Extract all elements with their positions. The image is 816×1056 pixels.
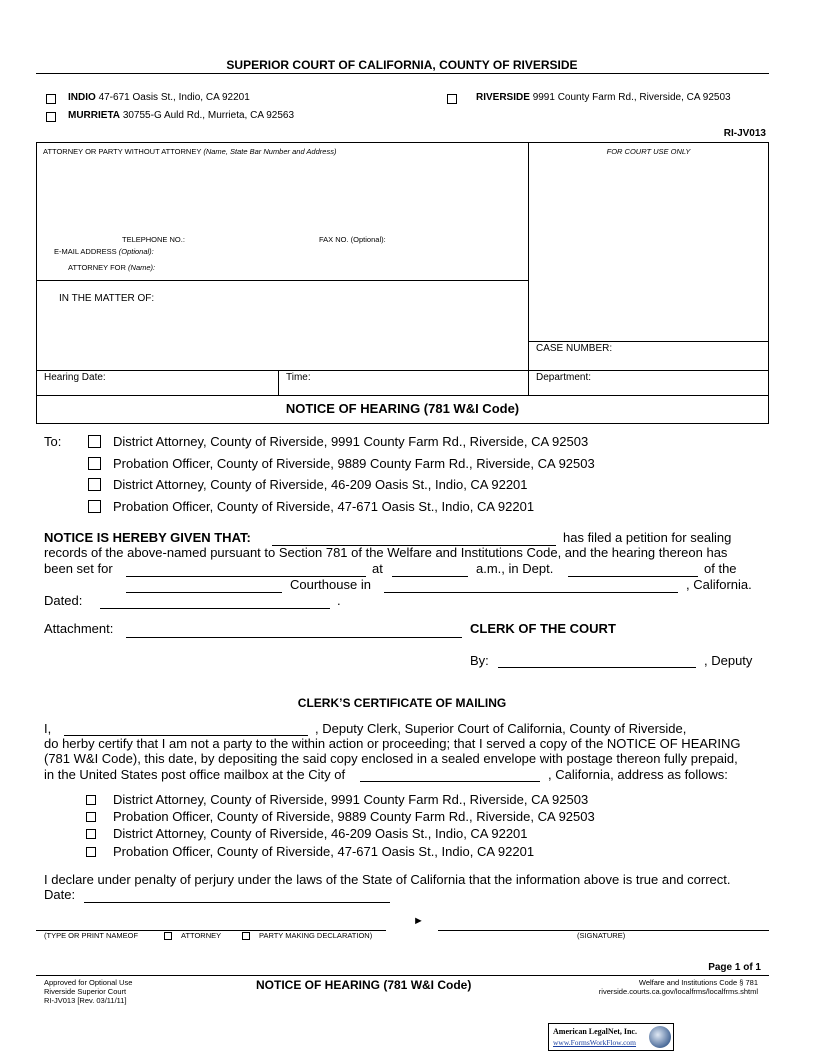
dated-label: Dated:	[44, 593, 83, 608]
footer-url: riverside.courts.ca.gov/localfrms/localfrms.shtml	[598, 987, 758, 996]
cert-line-2: do herby certify that I am not a party to the within action or proceeding; that I served a copy of the NOTICE OF HEARING	[44, 736, 741, 751]
to-checkbox-2[interactable]	[88, 457, 101, 470]
cert-recipient-4: Probation Officer, County of Riverside, 47-671 Oasis St., Indio, CA 92201	[113, 844, 535, 859]
cert-checkbox-2[interactable]	[86, 812, 96, 822]
footer-approved: Approved for Optional Use	[44, 978, 133, 987]
cert-i-label: I,	[44, 721, 52, 736]
notice-line-2: records of the above-named pursuant to Section 781 of the Welfare and Institutions Code, and the hearing thereon has	[44, 545, 728, 560]
footer-form-rev: RI-JV013 [Rev. 03/11/11]	[44, 996, 127, 1005]
cert-recipient-1: District Attorney, County of Riverside, 9991 County Farm Rd., Riverside, CA 92503	[113, 792, 589, 807]
to-label: To:	[44, 434, 62, 449]
case-number-label: CASE NUMBER:	[536, 343, 613, 354]
attorney-option-label: ATTORNEY	[181, 931, 222, 940]
type-print-label: (TYPE OR PRINT NAMEOF	[44, 931, 139, 940]
fax-label: FAX NO. (Optional):	[319, 235, 386, 244]
cert-recipient-3: District Attorney, County of Riverside, 46-209 Oasis St., Indio, CA 92201	[113, 826, 528, 841]
deputy-blank[interactable]	[498, 667, 696, 668]
footer-left	[44, 978, 132, 1005]
indio-location: INDIO 47-671 Oasis St., Indio, CA 92201	[68, 92, 250, 103]
globe-icon	[649, 1026, 671, 1048]
hearing-date-label: Hearing Date:	[44, 372, 106, 383]
form-title: NOTICE OF HEARING (781 W&I Code)	[285, 401, 520, 416]
been-set-for-label: been set for	[44, 561, 113, 576]
clerk-of-court: CLERK OF THE COURT	[470, 621, 616, 636]
logo-name: American LegalNet, Inc.	[553, 1027, 637, 1036]
footer-court: Riverside Superior Court	[44, 987, 127, 996]
murrieta-location: MURRIETA 30755-G Auld Rd., Murrieta, CA 92563	[68, 110, 295, 121]
to-recipient-3: District Attorney, County of Riverside, 46-209 Oasis St., Indio, CA 92201	[113, 477, 528, 492]
hearing-row-top	[36, 370, 769, 371]
cert-line-4: in the United States post office mailbox at the City of	[44, 767, 346, 782]
attorney-checkbox[interactable]	[164, 932, 172, 940]
mailing-city-blank[interactable]	[360, 781, 540, 782]
courthouse-in-label: Courthouse in	[290, 577, 371, 592]
declaration: I declare under penalty of perjury under the laws of the State of California that the information above is true and correct.	[44, 872, 731, 887]
legalnet-logo[interactable]	[548, 1023, 674, 1051]
time-label: Time:	[286, 372, 311, 383]
courthouse-blank[interactable]	[126, 592, 282, 593]
city-blank[interactable]	[384, 592, 678, 593]
caption-box	[36, 142, 769, 424]
header-rule	[36, 73, 769, 74]
matter-label: IN THE MATTER OF:	[59, 293, 155, 304]
footer-right	[560, 978, 758, 996]
attorney-for-label: ATTORNEY FOR (Name):	[68, 263, 156, 272]
to-recipient-2: Probation Officer, County of Riverside, 9889 County Farm Rd., Riverside, CA 92503	[113, 456, 595, 471]
dated-blank[interactable]	[100, 608, 330, 609]
certificate-title: CLERK’S CERTIFICATE OF MAILING	[297, 696, 507, 710]
am-dept-label: a.m., in Dept.	[476, 561, 554, 576]
cert-recipient-2: Probation Officer, County of Riverside, 9889 County Farm Rd., Riverside, CA 92503	[113, 809, 595, 824]
of-the-label: of the	[704, 561, 737, 576]
notice-after-blank: has filed a petition for sealing	[563, 530, 732, 545]
riverside-checkbox[interactable]	[447, 94, 457, 104]
court-title: SUPERIOR COURT OF CALIFORNIA, COUNTY OF RIVERSIDE	[226, 58, 578, 72]
by-label: By:	[470, 653, 489, 668]
form-number: RI-JV013	[723, 128, 766, 139]
department-label: Department:	[536, 372, 592, 383]
hearing-time-blank[interactable]	[392, 576, 468, 577]
party-checkbox[interactable]	[242, 932, 250, 940]
logo-url[interactable]: www.FormsWorkFlow.com	[553, 1038, 637, 1047]
arrow-icon: ►	[413, 915, 424, 927]
california-label: , California.	[686, 577, 752, 592]
email-label: E-MAIL ADDRESS (Optional):	[54, 247, 154, 256]
party-option-label: PARTY MAKING DECLARATION)	[259, 931, 373, 940]
cert-checkbox-4[interactable]	[86, 847, 96, 857]
to-checkbox-1[interactable]	[88, 435, 101, 448]
cert-date-label: Date:	[44, 887, 76, 902]
cert-line-3: (781 W&I Code), this date, by depositing the said copy enclosed in a sealed envelope with postage thereon fully prepaid,	[44, 751, 738, 766]
murrieta-checkbox[interactable]	[46, 112, 56, 122]
footer-code-ref: Welfare and Institutions Code § 781	[638, 978, 758, 987]
to-recipient-1: District Attorney, County of Riverside, 9991 County Farm Rd., Riverside, CA 92503	[113, 434, 589, 449]
attorney-label: ATTORNEY OR PARTY WITHOUT ATTORNEY (Name, State Bar Number and Address)	[43, 147, 337, 156]
court-use-label: FOR COURT USE ONLY	[606, 147, 691, 156]
dept-blank[interactable]	[568, 576, 698, 577]
to-checkbox-3[interactable]	[88, 478, 101, 491]
riverside-location: RIVERSIDE 9991 County Farm Rd., Riverside, CA 92503	[476, 92, 731, 103]
telephone-label: TELEPHONE NO.:	[122, 235, 185, 244]
attorney-section-rule	[36, 280, 529, 281]
page-number: Page 1 of 1	[708, 962, 761, 973]
attachment-label: Attachment:	[44, 621, 114, 636]
caption-divider	[528, 142, 529, 396]
at-label: at	[372, 561, 383, 576]
cert-date-blank[interactable]	[84, 902, 390, 903]
hearing-row-bottom	[36, 395, 769, 396]
deputy-label: , Deputy	[704, 653, 753, 668]
cert-checkbox-1[interactable]	[86, 795, 96, 805]
signature-label: (SIGNATURE)	[577, 931, 626, 940]
cert-checkbox-3[interactable]	[86, 829, 96, 839]
to-recipient-4: Probation Officer, County of Riverside, 47-671 Oasis St., Indio, CA 92201	[113, 499, 535, 514]
hearing-divider	[278, 370, 279, 396]
to-checkbox-4[interactable]	[88, 500, 101, 513]
footer-title: NOTICE OF HEARING (781 W&I Code)	[256, 978, 472, 992]
cert-line-4-tail: , California, address as follows:	[548, 767, 728, 782]
indio-checkbox[interactable]	[46, 94, 56, 104]
dated-period: .	[337, 593, 341, 608]
case-number-rule	[528, 341, 769, 342]
notice-lead: NOTICE IS HEREBY GIVEN THAT:	[44, 530, 251, 545]
cert-line-1: , Deputy Clerk, Superior Court of California, County of Riverside,	[315, 721, 687, 736]
attachment-blank[interactable]	[126, 637, 462, 638]
footer-rule	[36, 975, 769, 976]
